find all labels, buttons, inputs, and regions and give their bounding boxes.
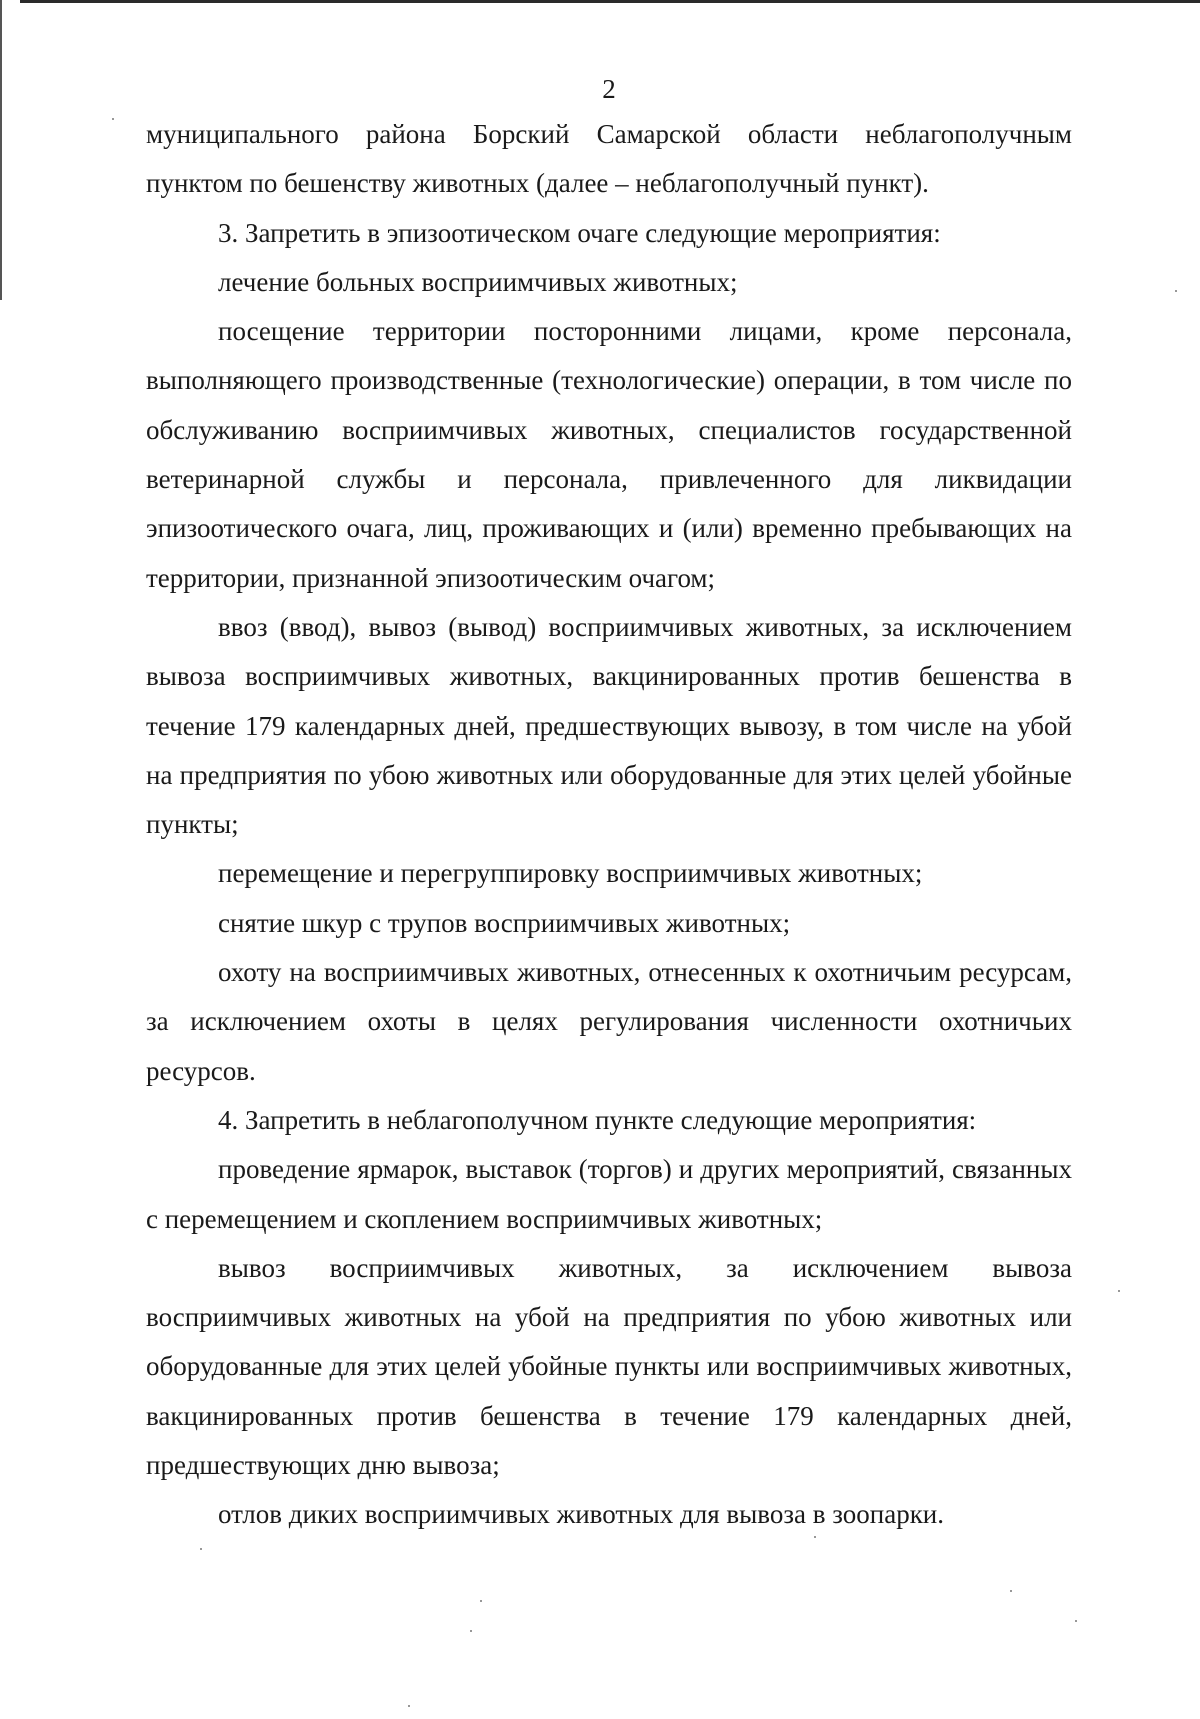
paragraph-district-continuation: муниципального района Борский Самарской области неблагополучным пунктом по бешенству животных (далее – неблагополучный пункт).	[146, 119, 1072, 199]
scan-speck	[1075, 1620, 1077, 1622]
paragraph-import-export-ban: ввоз (ввод), вывоз (вывод) восприимчивых животных, за исключением вывоза восприимчивых животных, вакцинированных против бешенства в течение 179 календарных дней, предшествующих вывозу, в том числе на убой на предприятия по убою животных или оборудованные для этих целей убойные пункты;	[146, 611, 1072, 840]
page-number: 2	[602, 74, 616, 104]
paragraph-removal-ban: вывоз восприимчивых животных, за исключением вывоза восприимчивых животных на убой на предприятия по убою животных или оборудованные для этих целей убойные пункты или восприимчивых животных, вакцинированных против бешенства в течение 179 календарных дней, предшествующих дню вывоза;	[146, 1252, 1072, 1481]
scan-speck	[200, 1548, 202, 1550]
paragraph-treatment-ban: лечение больных восприимчивых животных;	[218, 266, 738, 297]
paragraph-regrouping-ban: перемещение и перегруппировку восприимчивых животных;	[218, 858, 923, 889]
scan-speck	[470, 1630, 472, 1632]
paragraph-item-4-heading: 4. Запретить в неблагополучном пункте следующие мероприятия:	[218, 1104, 977, 1135]
paragraph-visit-ban: посещение территории посторонними лицами, кроме персонала, выполняющего производственные (технологические) операции, в том числе по обслуживанию восприимчивых животных, специалистов государственной ветеринарной службы и персонала, привлеченного для ликвидации эпизоотического очага, лиц, проживающих и (или) временно пребывающих на территории, признанной эпизоотическим очагом;	[146, 316, 1072, 593]
scan-speck	[814, 1536, 816, 1538]
scan-top-edge	[20, 0, 1200, 3]
paragraph-capture-ban: отлов диких восприимчивых животных для вывоза в зоопарки.	[218, 1499, 945, 1530]
scan-speck	[408, 1705, 410, 1707]
paragraph-skinning-ban: снятие шкур с трупов восприимчивых животных;	[218, 907, 791, 938]
paragraph-hunting-ban: охоту на восприимчивых животных, отнесенных к охотничьим ресурсам, за исключением охоты в целях регулирования численности охотничьих ресурсов.	[146, 957, 1072, 1086]
scan-speck	[1010, 1590, 1012, 1592]
document-body	[146, 110, 1072, 1540]
scan-left-edge	[0, 0, 2, 300]
scan-speck	[1175, 290, 1177, 292]
paragraph-item-3-heading: 3. Запретить в эпизоотическом очаге следующие мероприятия:	[218, 217, 941, 248]
scan-speck	[480, 1600, 482, 1602]
scan-speck	[1118, 1290, 1120, 1292]
paragraph-fairs-ban: проведение ярмарок, выставок (торгов) и других мероприятий, связанных с перемещением и скоплением восприимчивых животных;	[146, 1154, 1072, 1234]
scan-speck	[112, 118, 114, 120]
